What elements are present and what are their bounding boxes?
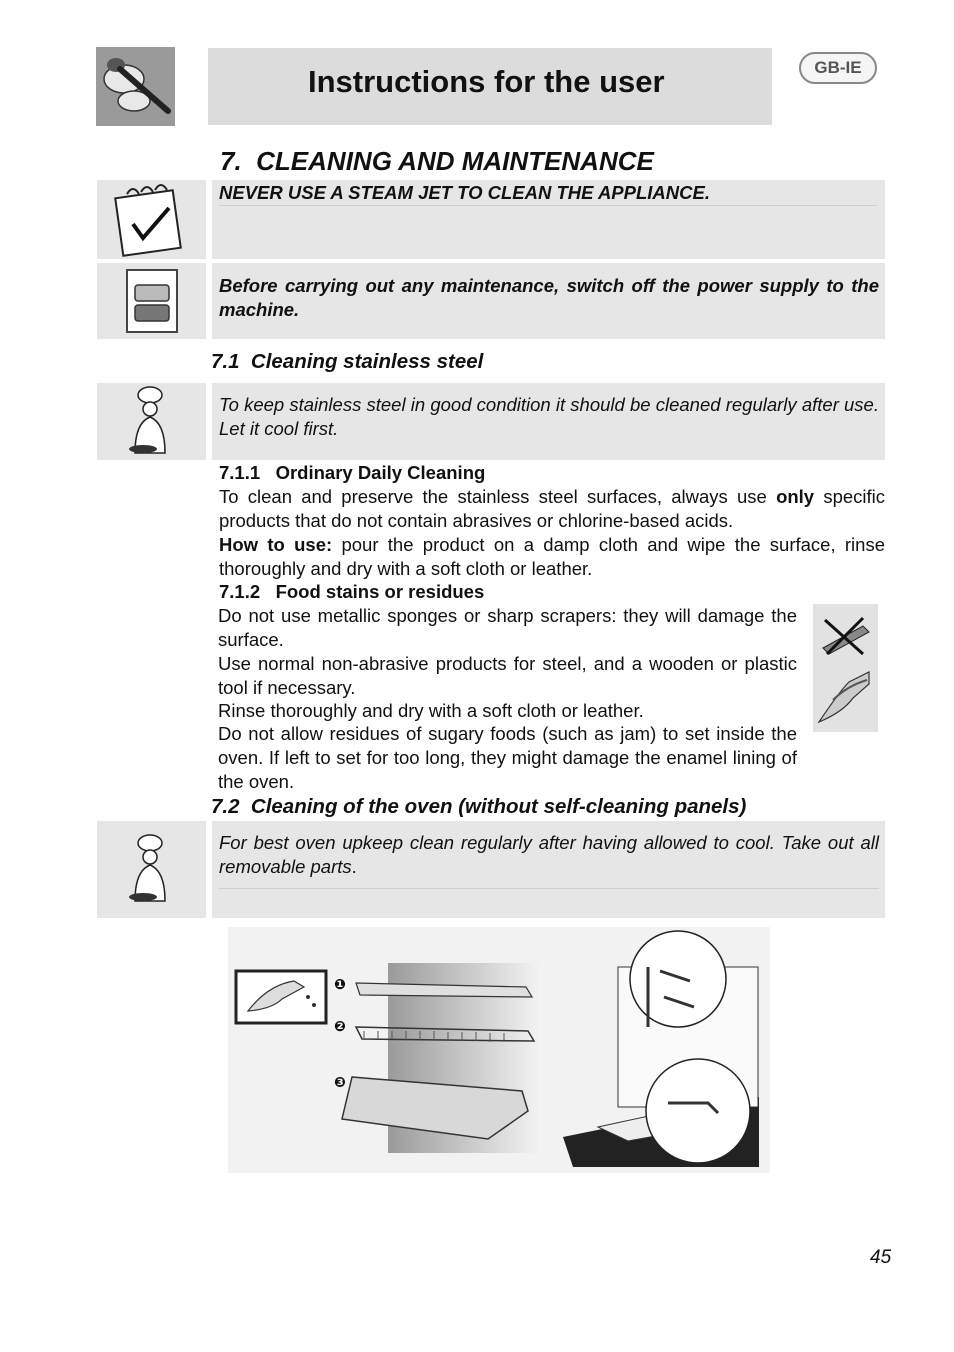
- oven-note-text: [219, 831, 879, 879]
- how-to-use-paragraph: [219, 533, 885, 581]
- power-switch-icon: [97, 263, 206, 339]
- notepad-icon-cell: [97, 180, 206, 259]
- section-title: [220, 146, 654, 177]
- food-stains-p2: Use normal non-abrasive products for steel, and a wooden or plastic tool if necessary.: [218, 653, 797, 698]
- stainless-note-text: To keep stainless steel in good condition it should be cleaned regularly after use. Let it cool first.: [219, 394, 879, 439]
- section-number: 7.: [220, 146, 242, 176]
- text-run: .: [351, 856, 357, 877]
- tools-icon-panel: [813, 604, 878, 732]
- subsubsection-number: 7.1.1: [219, 462, 261, 483]
- steam-warning-text: NEVER USE A STEAM JET TO CLEAN THE APPLIANCE.: [219, 182, 710, 203]
- divider: [219, 205, 877, 206]
- chef-icon-cell: [97, 821, 206, 918]
- chef-hat-spoon-icon: [96, 47, 175, 126]
- food-stains-p4: Do not allow residues of sugary foods (such as jam) to set inside the oven. If left to set for too long, they might damage the enamel lining of the oven.: [218, 723, 797, 792]
- text-run: pour the product on a damp cloth and wipe the surface, rinse thoroughly and dry with a soft cloth or leather.: [219, 534, 885, 579]
- subsubsection-7-1-1-title: [219, 462, 485, 484]
- notepad-check-icon: [97, 180, 206, 259]
- chef-icon-cell: [97, 383, 206, 460]
- food-stains-p3: Rinse thoroughly and dry with a soft cloth or leather.: [218, 700, 644, 721]
- subsection-title: Cleaning of the oven (without self-cleaning panels): [250, 795, 747, 818]
- subsubsection-title: Food stains or residues: [275, 581, 485, 602]
- page-number: 45: [870, 1247, 892, 1268]
- chef-cooking-icon: [97, 821, 206, 918]
- text-run: To clean and preserve the stainless steel surfaces, always use: [219, 486, 777, 507]
- subsection-7-1-title: [211, 350, 483, 374]
- divider: [219, 888, 879, 889]
- subsubsection-number: 7.1.2: [219, 581, 261, 602]
- subsection-7-2-title: [211, 795, 746, 819]
- subsection-number: 7.1: [211, 350, 240, 373]
- text-run: specific products that do not contain abrasives or chlorine-based acids.: [219, 486, 886, 531]
- section-title-text: CLEANING AND MAINTENANCE: [256, 146, 654, 176]
- chef-cooking-icon: [97, 383, 206, 460]
- power-warning-text: Before carrying out any maintenance, switch off the power supply to the machine.: [219, 275, 879, 320]
- switch-icon-cell: [97, 263, 206, 339]
- oven-racks-illustration: [228, 927, 770, 1173]
- how-to-use-label: How to use:: [219, 534, 333, 555]
- food-stains-p1: Do not use metallic sponges or sharp scrapers: they will damage the surface.: [218, 605, 797, 650]
- subsubsection-title: Ordinary Daily Cleaning: [275, 462, 486, 483]
- subsubsection-7-1-2-title: [219, 581, 484, 603]
- marker-1: ❶: [334, 977, 346, 993]
- text-run: For best oven upkeep clean regularly after having allowed to cool. Take out all removable parts: [219, 832, 879, 877]
- subsection-number: 7.2: [211, 795, 240, 818]
- oven-cleaning-figure: [228, 927, 770, 1173]
- region-badge: GB-IE: [799, 52, 877, 84]
- subsection-title: Cleaning stainless steel: [250, 350, 484, 373]
- daily-cleaning-paragraph: [219, 485, 885, 533]
- page-title: Instructions for the user: [308, 64, 665, 99]
- logo: [96, 47, 175, 126]
- marker-2: ❷: [334, 1019, 346, 1035]
- emphasis-only: only: [776, 486, 815, 507]
- no-scraper-icon: [813, 604, 878, 732]
- marker-3: ❸: [334, 1075, 346, 1091]
